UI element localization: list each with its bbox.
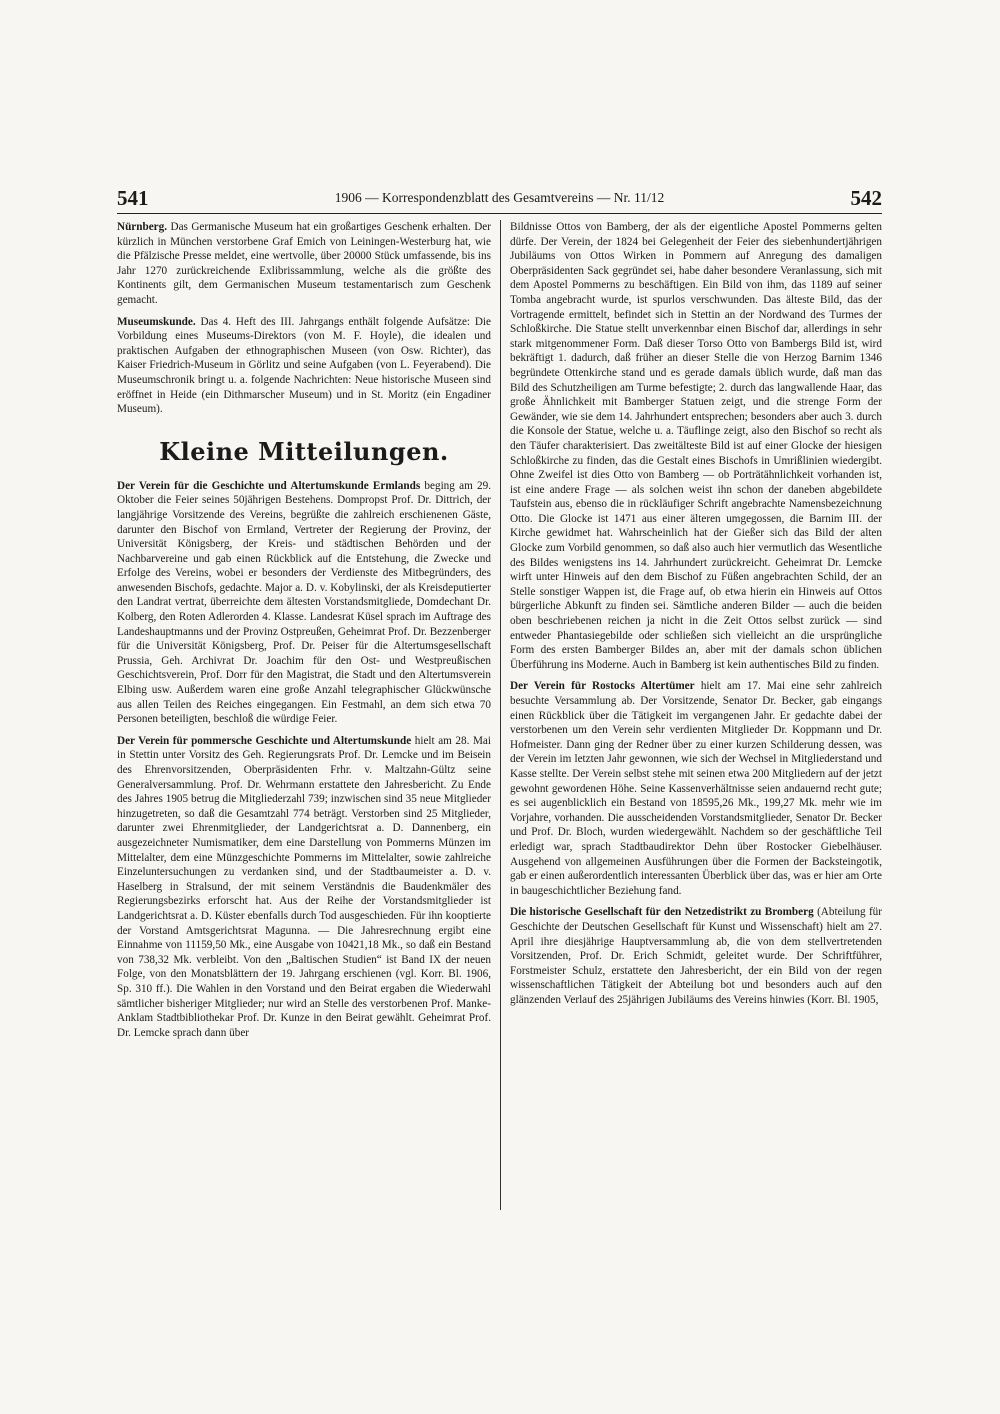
paragraph-rostock bbox=[510, 679, 882, 898]
paragraph-heading: Der Verein für Rostocks Altertümer bbox=[510, 680, 695, 693]
paragraph-text: Bildnisse Ottos von Bamberg, der als der eigentliche Apostel Pommerns gelten dürfe. Der Verein, der 1824 bei Gelegenheit der Feier des siebenhundertjährigen Jubiläums von Ottos Wirken in Pommern auf Anregung des damaligen Oberpräsidenten Sack gegründet sei, habe daher besondere Veranlassung, sich mit dem Apostel Pommerns zu beschäftigen. Ein Bild von ihm, das 1189 auf seiner Tomba angebracht wurde, ist spurlos verschwunden. Das älteste Bild, das der Vortragende ermittelt, befindet sich in Stettin an der Nordwand des Turmes der Schloßkirche. Die Statue stellt unverkennbar einen Bischof dar, allerdings in sehr stark mitgenommener Form. Daß dieser Torso Otto von Bambergs Bild ist, wird bekräftigt 1. dadurch, daß früher an dieser Stelle die von Herzog Barnim 1346 begründete Ottenkirche stand und es gerade damals üblich wurde, daß man das Bild des Schutzheiligen am Turme befestigte; 2. durch das langwallende Haar, das große Ähnlichkeit mit Bamberger Statuen zeigt, und die strenge Form der Gewänder, wie sie dem 14. Jahrhundert entsprechen; besonders aber auch 3. durch die Konsole der Statue, welche u. a. Täuflinge zeigt, also den Bischof so recht als den Täufer charakterisiert. Das zweitälteste Bild ist auf einer Glocke der hiesigen Schloßkirche zu finden, das die Gestalt eines Bischofs in Umrißlinien wiedergibt. Ohne Zweifel ist dies Otto von Bamberg — ob Porträtähnlichkeit vorhanden ist, ist eine andere Frage — als solchen weist ihn schon der daneben abgebildete Taufstein aus, ebenso die in rückläufiger Schrift angebrachte Namensbezeichnung Otto. Die Glocke ist 1471 aus einer älteren umgegossen, die Barnim III. der Kirche gewidmet hat. Wahrscheinlich hat der Gießer sich das Bild der alten Glocke zum Vorbild genommen, so daß also auch hier vermutlich das Wesentliche des Bildes wenigstens ins 14. Jahrhundert zurückreicht. Geheimrat Dr. Lemcke wirft unter Hinweis auf den dem Bischof zu Füßen angebrachten Schild, der an Stelle sonstiger Wappen ist, die Frage auf, ob etwa hierin ein Hinweis auf Ottos bürgerliche Abkunft zu finden sei. Sämtliche anderen Bilder — auch die beiden oben beschriebenen reichen ja nicht in die Zeit Ottos selbst zurück — sind entweder Phantasiegebilde oder schließen sich vielleicht an die ursprüngliche Form des ersten Bamberger Bildes an, aber mit der damals schon üblichen Überführung ins Moderne. Auch in Bamberg ist kein authentisches Bild zu finden. bbox=[510, 221, 882, 671]
left-column bbox=[117, 220, 491, 1047]
paragraph-nuernberg bbox=[117, 220, 491, 308]
paragraph-pommern bbox=[117, 734, 491, 1040]
paragraph-text: (Abteilung für Geschichte der Deutschen Gesellschaft für Kunst und Wissenschaft) hielt am 27. April ihre diesjährige Hauptversammlung ab, die von dem stellvertretenden Vorsitzenden, Prof. Dr. Erich Schmidt, geleitet wurde. Der Schriftführer, Forstmeister Schulz, erstattete den Jahresbericht, der ein Bild von der regen wissenschaftlichen Tätigkeit der Abteilung bot und besonders auch auf den glänzenden Verlauf des 25jährigen Jubiläums des Vereins hinwies (Korr. Bl. 1905, bbox=[510, 906, 882, 1006]
paragraph-heading: Der Verein für pommersche Geschichte und Altertumskunde bbox=[117, 734, 412, 747]
paragraph-heading: Nürnberg. bbox=[117, 221, 168, 233]
paragraph-text: hielt am 17. Mai eine sehr zahlreich besuchte Versammlung ab. Der Vorsitzende, Senator Dr. Becker, gab eingangs einen Rückblick über die Tätigkeit im vergangenen Jahr. Er gedachte dabei der verstorbenen um den Verein sehr verdienten Mitglieder Dr. Koppmann und Dr. Hofmeister. Dann ging der Redner über zu einer kurzen Schilderung dessen, was der Verein im letzten Jahr gewonnen, wie sich der Wechsel in Mitgliederstand und Kasse stellte. Der Verein selbst stehe mit seinen etwa 200 Mitgliedern auf der jetzt gewohnt gewordenen Höhe. Seine Kassenverhältnisse seien andauernd recht gute; es sei augenblicklich ein Bestand von 18595,26 Mk., 199,27 Mk. mehr wie im Vorjahre, vorhanden. Die ausscheidenden Vorstandsmitglieder, Senator Dr. Becker und Prof. Dr. Bloch, wurden wiedergewählt. Nachdem so der geschäftliche Teil erledigt war, sprach Stadtbaudirektor Dehn über Rostocker Giebelhäuser. Ausgehend von allgemeinen Ausführungen über die Formen der Backsteingotik, gab er einen außerordentlich interessanten Überblick über das, was er hier am Orte in baugeschichtlicher Beziehung fand. bbox=[510, 680, 882, 897]
paragraph-museumskunde bbox=[117, 315, 491, 417]
page-number-left: 541 bbox=[117, 186, 149, 210]
paragraph-heading: Die historische Gesellschaft für den Netzedistrikt zu Bromberg bbox=[510, 906, 814, 919]
header-rule bbox=[117, 213, 882, 214]
paragraph-ermland bbox=[117, 479, 491, 727]
paragraph-text: hielt am 28. Mai in Stettin unter Vorsitz des Geh. Regierungsrats Prof. Dr. Lemcke und im Beisein des Ehrenvorsitzenden, Oberpräsidenten Frhr. v. Maltzahn-Gültz seine Generalversammlung. Prof. Dr. Wehrmann erstattete den Jahresbericht. Zu Ende des Jahres 1905 betrug die Mitgliederzahl 739; inzwischen sind 35 neue Mitglieder hinzugetreten, so daß die Gesamtzahl 774 beträgt. Verstorben sind 25 Mitglieder, darunter zwei Ehrenmitglieder, der Landgerichtsrat a. D. Dannenberg, ein ausgezeichneter Numismatiker, dem eine Darstellung von Pommerns Münzen im Mittelalter, dem eine Münzgeschichte Pommerns im Mittelalter, sowie zahlreiche Einzeluntersuchungen zu verdanken sind, und der Stadtbaumeister a. D. v. Haselberg in Stralsund, der mit seinem Verständnis die Baudenkmäler des Regierungsbezirks erforscht hat. Aus der Reihe der Vorstandsmitglieder ist Landgerichtsrat a. D. Küster ebenfalls durch Tod ausgeschieden. Für ihn kooptierte der Vorstand Amtsgerichtsrat Magunna. — Die Jahresrechnung ergibt eine Einnahme von 11159,50 Mk., eine Ausgabe von 10421,18 Mk., so daß ein Bestand von 738,32 Mk. verbleibt. Von den „Baltischen Studien“ ist Band IX der neuen Folge, von den Monatsblättern der 19. Jahrgang erschienen (vgl. Korr. Bl. 1906, Sp. 310 ff.). Die Wahlen in den Vorstand und den Beirat ergaben die Wiederwahl sämtlicher bisheriger Mitglieder; nur wird an Stelle des verstorbenen Prof. Manke-Anklam Stadtbibliothekar Prof. Dr. Kunze in den Beirat gewählt. Geheimrat Prof. Dr. Lemcke sprach dann über bbox=[117, 734, 491, 1039]
page-header bbox=[117, 186, 882, 214]
right-column bbox=[510, 220, 882, 1014]
section-title: Kleine Mitteilungen. bbox=[159, 436, 449, 466]
paragraph-text: Das 4. Heft des III. Jahrgangs enthält folgende Aufsätze: Die Vorbildung eines Museums-Direktors (von M. F. Hoyle), die idealen und praktischen Aufgaben der ethnographischen Museen (von Osw. Richter), das Kaiser Friedrich-Museum in Görlitz und seine Aufgaben (von L. Feyerabend). Die Museumschronik bringt u. a. folgende Nachrichten: Neue historische Museen sind eröffnet in Heide (ein Dithmarscher Museum) und in St. Moritz (ein Engadiner Museum). bbox=[117, 315, 491, 416]
page-number-right: 542 bbox=[850, 186, 882, 210]
paragraph-otto-bamberg bbox=[510, 220, 882, 672]
paragraph-heading: Der Verein für die Geschichte und Altertumskunde Ermlands bbox=[117, 479, 421, 492]
paragraph-text: beging am 29. Oktober die Feier seines 50jährigen Bestehens. Dompropst Prof. Dr. Dittrich, der langjährige Vorsitzende des Vereins, begrüßte die zahlreich erschienenen Gäste, darunter den Bischof von Ermland, Vertreter der Regierung der Provinz, der Universität Königsberg, der Kreis- und städtischen Behörden und der Nachbarvereine und gab einen Rückblick auf die Entstehung, die Zwecke und Erfolge des Vereins, wobei er besonders der Verdienste des Mitbegründers, des anwesenden Bischofs, gedachte. Major a. D. v. Kobylinski, der als Kreisdeputierter den Landrat vertrat, überreichte dem ältesten Vorstandsmitgliede, Domdechant Dr. Kolberg, den Roten Adlerorden 4. Klasse. Landesrat Küsel sprach im Auftrage des Landeshauptmanns und der Provinz Ostpreußen, Geheimrat Prof. Dr. Bezzenberger für die Universität Königsberg, Prof. Dr. Peiser für die Altertumsgesellschaft Prussia, Geh. Archivrat Dr. Joachim für den Ost- und Westpreußischen Geschichtsverein, Prof. Dorr für den Magistrat, die Stadt und den Altertumsverein Elbing usw. Außerdem waren eine große Anzahl telegraphischer Glückwünsche aus allen Teilen des Reiches eingegangen. Ein Festmahl, an dem sich etwa 70 Personen beteiligten, beschloß die würdige Feier. bbox=[117, 479, 491, 726]
paragraph-bromberg bbox=[510, 905, 882, 1007]
paragraph-heading: Museumskunde. bbox=[117, 315, 196, 328]
paragraph-text: Das Germanische Museum hat ein großartiges Geschenk erhalten. Der kürzlich in München verstorbene Graf Emich von Leiningen-Westerburg hat, wie die Pfälzische Presse meldet, eine wertvolle, über 20000 Stück umfassende, bis ins Jahr 1270 zurückreichende Exlibrissammlung, welche als die größte des Kontinents gilt, dem Germanischen Museum testamentarisch zum Geschenk gemacht. bbox=[117, 221, 491, 306]
running-head: 1906 — Korrespondenzblatt des Gesamtvereins — Nr. 11/12 bbox=[334, 190, 665, 205]
column-divider bbox=[500, 220, 501, 1210]
